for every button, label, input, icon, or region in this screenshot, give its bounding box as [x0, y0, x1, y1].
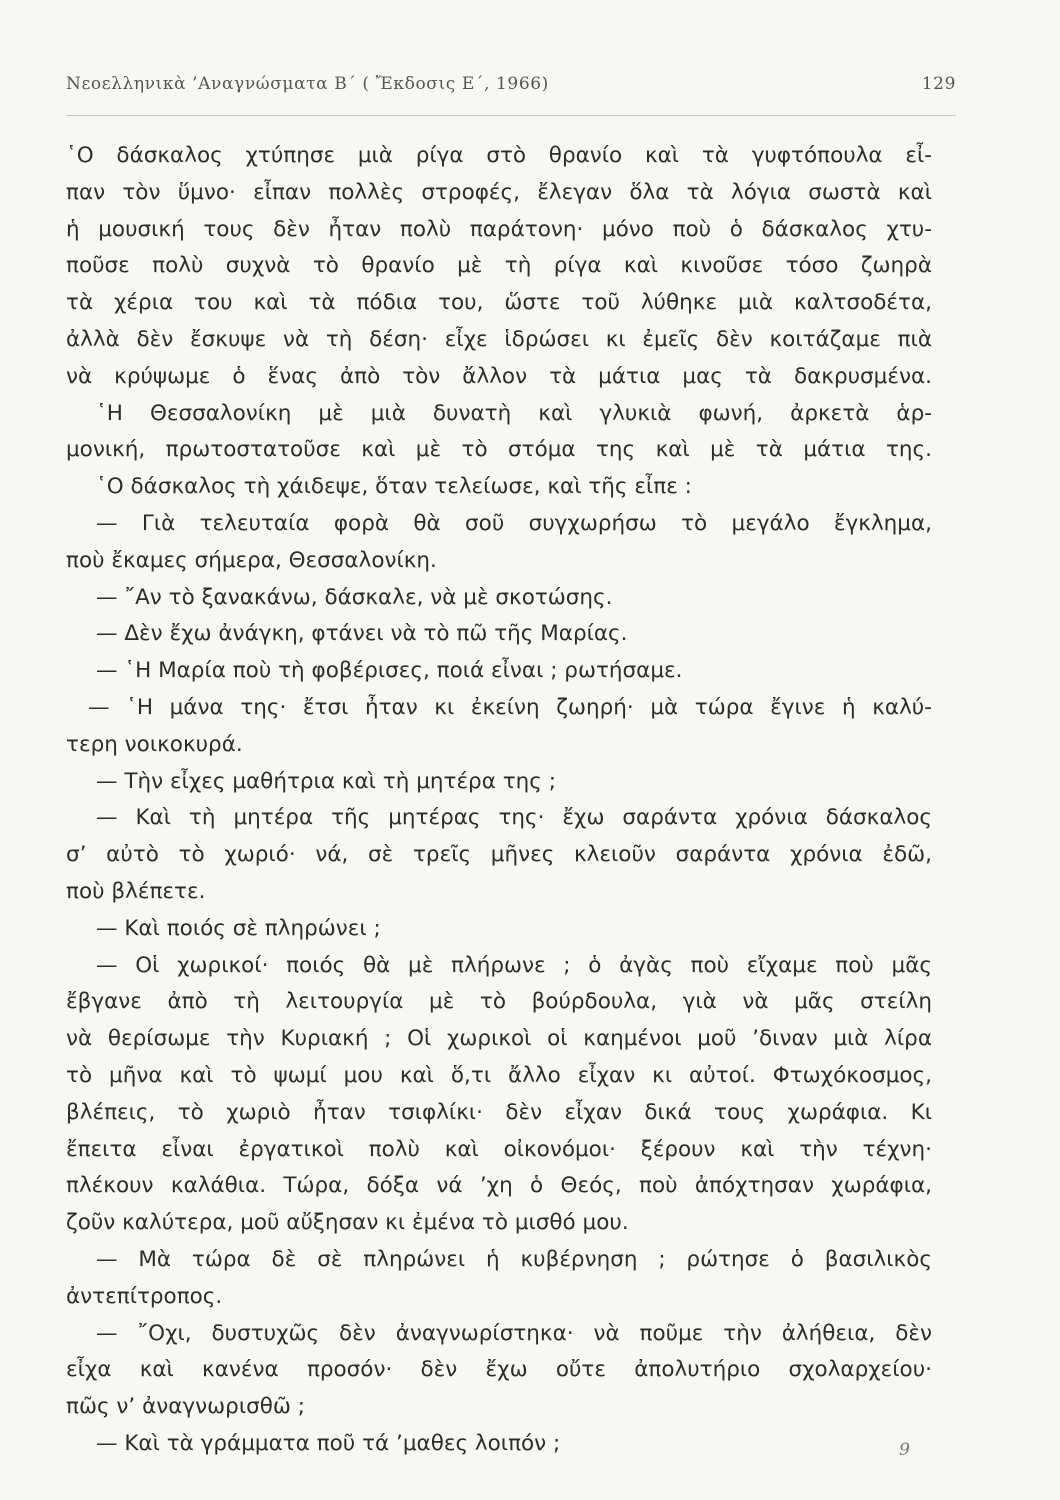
text-line: — Καὶ ποιός σὲ πληρώνει ; [96, 915, 381, 941]
text-line: μονική, πρωτοστατοῦσε καὶ μὲ τὸ στόμα της καὶ μὲ τὰ μάτια της. [66, 437, 932, 463]
text-line: — ῾Η Μαρία ποὺ τὴ φοβέρισες, ποιά εἶναι ; ρωτήσαμε. [96, 658, 683, 684]
text-line: — ῾Η μάνα της· ἔτσι ἦταν κι ἐκείνη ζωηρή· μὰ τώρα ἔγινε ἡ καλύ- [88, 694, 932, 720]
text-line: παν τὸν ὕμνο· εἶπαν πολλὲς στροφές, ἔλεγαν ὅλα τὰ λόγια σωστὰ καὶ [66, 179, 932, 205]
text-line: βλέπεις, τὸ χωριὸ ἦταν τσιφλίκι· δὲν εἶχαν δικά τους χωράφια. Κι [66, 1099, 932, 1125]
text-line: νὰ κρύψωμε ὁ ἕνας ἀπὸ τὸν ἄλλον τὰ μάτια μας τὰ δακρυσμένα. [66, 363, 932, 389]
text-line: πῶς ν’ ἀναγνωρισθῶ ; [66, 1394, 305, 1420]
text-line: — Γιὰ τελευταία φορὰ θὰ σοῦ συγχωρήσω τὸ μεγάλο ἔγκλημα, [96, 510, 932, 536]
text-line: ῾Ο δάσκαλος χτύπησε μιὰ ρίγα στὸ θρανίο καὶ τὰ γυφτόπουλα εἶ- [66, 143, 932, 168]
text-line: ἀλλὰ δὲν ἔσκυψε νὰ τὴ δέση· εἶχε ἱδρώσει κι ἐμεῖς δὲν κοιτάζαμε πιὰ [66, 326, 932, 352]
running-header [66, 74, 956, 102]
text-line: — Καὶ τὴ μητέρα τῆς μητέρας της· ἔχω σαράντα χρόνια δάσκαλος [96, 805, 932, 831]
header-rule [66, 115, 956, 116]
signature-mark: 9 [899, 1440, 910, 1460]
text-line: — Μὰ τώρα δὲ σὲ πληρώνει ἡ κυβέρνηση ; ρώτησε ὁ βασιλικὸς [96, 1246, 932, 1272]
text-line: ζοῦν καλύτερα, μοῦ αὔξησαν κι ἐμένα τὸ μισθό μου. [66, 1210, 629, 1236]
text-line: — Δὲν ἔχω ἀνάγκη, φτάνει νὰ τὸ πῶ τῆς Μαρίας. [96, 621, 628, 647]
text-line: τερη νοικοκυρά. [66, 731, 243, 757]
text-line: ἔβγανε ἀπὸ τὴ λειτουργία μὲ τὸ βούρδουλα, γιὰ νὰ μᾶς στείλη [66, 989, 932, 1015]
text-line: τὸ μῆνα καὶ τὸ ψωμί μου καὶ ὅ,τι ἄλλο εἶχαν κι αὐτοί. Φτωχόκοσμος, [66, 1062, 932, 1088]
text-line: ποὺ βλέπετε. [66, 878, 206, 904]
text-line: — ῎Οχι, δυστυχῶς δὲν ἀναγνωρίστηκα· νὰ ποῦμε τὴν ἀλήθεια, δὲν [96, 1320, 932, 1346]
text-line: νὰ θερίσωμε τὴν Κυριακή ; Οἱ χωρικοὶ οἱ καημένοι μοῦ ’διναν μιὰ λίρα [66, 1026, 932, 1052]
text-line: ῾Ο δάσκαλος τὴ χάιδεψε, ὅταν τελείωσε, καὶ τῆς εἶπε : [96, 474, 692, 500]
text-line: ἡ μουσική τους δὲν ἦταν πολὺ παράτονη· μόνο ποὺ ὁ δάσκαλος χτυ- [66, 216, 932, 242]
text-line: ποὺ ἔκαμες σήμερα, Θεσσαλονίκη. [66, 547, 437, 573]
text-line: σ’ αὐτὸ τὸ χωριό· νά, σὲ τρεῖς μῆνες κλειοῦν σαράντα χρόνια ἐδῶ, [66, 842, 932, 868]
text-line: — Καὶ τὰ γράμματα ποῦ τά ’μαθες λοιπόν ; [96, 1430, 561, 1456]
text-line: πλέκουν καλάθια. Τώρα, δόξα νά ’χη ὁ Θεός, ποὺ ἀπόχτησαν χωράφια, [66, 1173, 932, 1199]
text-line: — ῎Αν τὸ ξανακάνω, δάσκαλε, νὰ μὲ σκοτώσης. [96, 584, 613, 610]
text-line: εἶχα καὶ κανένα προσόν· δὲν ἔχω οὔτε ἀπολυτήριο σχολαρχείου· [66, 1357, 932, 1383]
body-text [66, 138, 932, 1463]
text-line: — Τὴν εἶχες μαθήτρια καὶ τὴ μητέρα της ; [96, 768, 556, 794]
text-line: ἔπειτα εἶναι ἐργατικοὶ πολὺ καὶ οἰκονόμοι· ξέρουν καὶ τὴν τέχνη· [66, 1136, 932, 1162]
page-number: 129 [921, 74, 956, 94]
text-line: ποῦσε πολὺ συχνὰ τὸ θρανίο μὲ τὴ ρίγα καὶ κινοῦσε τόσο ζωηρὰ [66, 253, 932, 279]
text-line: τὰ χέρια του καὶ τὰ πόδια του, ὥστε τοῦ λύθηκε μιὰ καλτσοδέτα, [66, 290, 932, 316]
text-line: — Οἱ χωρικοί· ποιός θὰ μὲ πλήρωνε ; ὁ ἀγὰς ποὺ εἴχαμε ποὺ μᾶς [96, 952, 932, 978]
running-title: Νεοελληνικὰ ’Αναγνώσματα Β΄ ( Ἔκδοσις Ε΄, 1966) [66, 74, 549, 94]
text-line: ῾Η Θεσσαλονίκη μὲ μιὰ δυνατὴ καὶ γλυκιὰ φωνή, ἀρκετὰ ἁρ- [96, 400, 932, 426]
text-line: ἀντεπίτροπος. [66, 1283, 223, 1309]
